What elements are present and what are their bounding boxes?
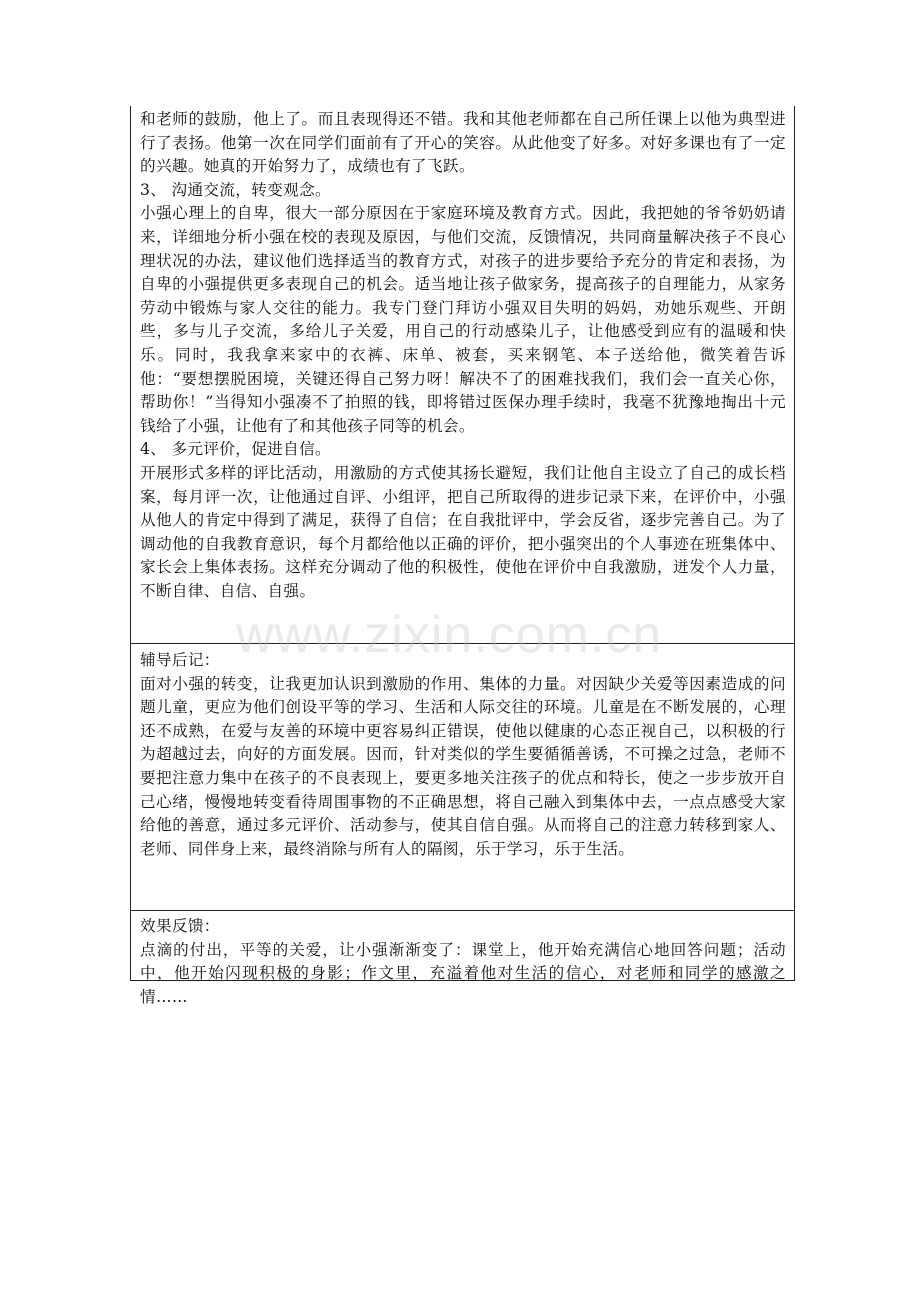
paragraph-encouragement: 和老师的鼓励，他上了。而且表现得还不错。我和其他老师都在自己所任课上以他为典型进行了表扬。他第一次在同学们面前有了开心的笑容。从此他变了好多。对好多课也有了一定的兴趣。她真的开始努力了，成绩也有了飞跃。: [140, 110, 786, 176]
watermark: www.zixin.com.cn: [236, 606, 663, 664]
afterword-label: 辅导后记：: [140, 651, 220, 669]
afterword-body: 面对小强的转变，让我更加认识到激励的作用、集体的力量。对因缺少关爱等因素造成的问题儿童，更应为他们创设平等的学习、生活和人际交往的环境。儿童是在不断发展的，心理还不成熟，在爱与友善的环境中更容易纠正错误，使他以健康的心态正视自己，以积极的行为超越过去，向好的方面发展。因而，针对类似的学生要循循善诱，不可操之过急，老师不要把注意力集中在孩子的不良表现上，要更多地关注孩子的优点和特长，使之一步步放开自己心绪，慢慢地转变看待周围事物的不正确思想，将自己融入到集体中去，一点点感受大家给他的善意，通过多元评价、活动参与，使其自信自强。从而将自己的注意力转移到家人、老师、同伴身上来，最终消除与所有人的隔阂，乐于学习，乐于生活。: [140, 674, 786, 858]
paragraph-communication: 小强心理上的自卑，很大一部分原因在于家庭环境及教育方式。因此，我把她的爷爷奶奶请来，详细地分析小强在校的表现及原因，与他们交流，反馈情况，共同商量解决孩子不良心理状况的办法，建议他们选择适当的教育方式，对孩子的进步要给予充分的肯定和表扬，为自卑的小强提供更多表现自己的机会。适当地让孩子做家务，提高孩子的自理能力，从家务劳动中锻炼与家人交往的能力。我专门登门拜访小强双目失明的妈妈，劝她乐观些、开朗些，多与儿子交流，多给儿子关爱，用自己的行动感染儿子，让他感受到应有的温暖和快乐。同时，我我拿来家中的衣裤、床单、被套，买来钢笔、本子送给他，微笑着告诉他：“要想摆脱困境，关键还得自己努力呀！解决不了的困难找我们，我们会一直关心你，帮助你！”当得知小强凑不了拍照的钱，即将错过医保办理手续时，我毫不犹豫地掏出十元钱给了小强，让他有了和其他孩子同等的机会。: [140, 204, 786, 435]
feedback-label: 效果反馈：: [140, 917, 220, 935]
methods-cell: [131, 106, 794, 643]
feedback-body: 点滴的付出，平等的关爱，让小强渐渐变了：课堂上，他开始充满信心地回答问题；活动中，他开始闪现积极的身影；作文里，充溢着他对生活的信心，对老师和同学的感激之情……: [140, 940, 786, 1006]
heading-communication: 3、 沟通交流，转变观念。: [140, 180, 331, 199]
feedback-cell: [131, 910, 794, 1006]
afterword-cell: [131, 643, 794, 910]
paragraph-evaluation: 开展形式多样的评比活动，用激励的方式使其扬长避短，我们让他自主设立了自己的成长档案，每月评一次，让他通过自评、小组评，把自己所取得的进步记录下来，在评价中，小强从他人的肯定中得到了满足，获得了自信；在自我批评中，学会反省，逐步完善自己。为了调动他的自我教育意识，每个月都给他以正确的评价，把小强突出的个人事迹在班集体中、家长会上集体表扬。这样充分调动了他的积极性，使他在评价中自我激励，迸发个人力量，不断自律、自信、自强。: [140, 463, 786, 600]
document-table: [130, 106, 795, 1006]
heading-evaluation: 4、 多元评价，促进自信。: [140, 440, 331, 459]
